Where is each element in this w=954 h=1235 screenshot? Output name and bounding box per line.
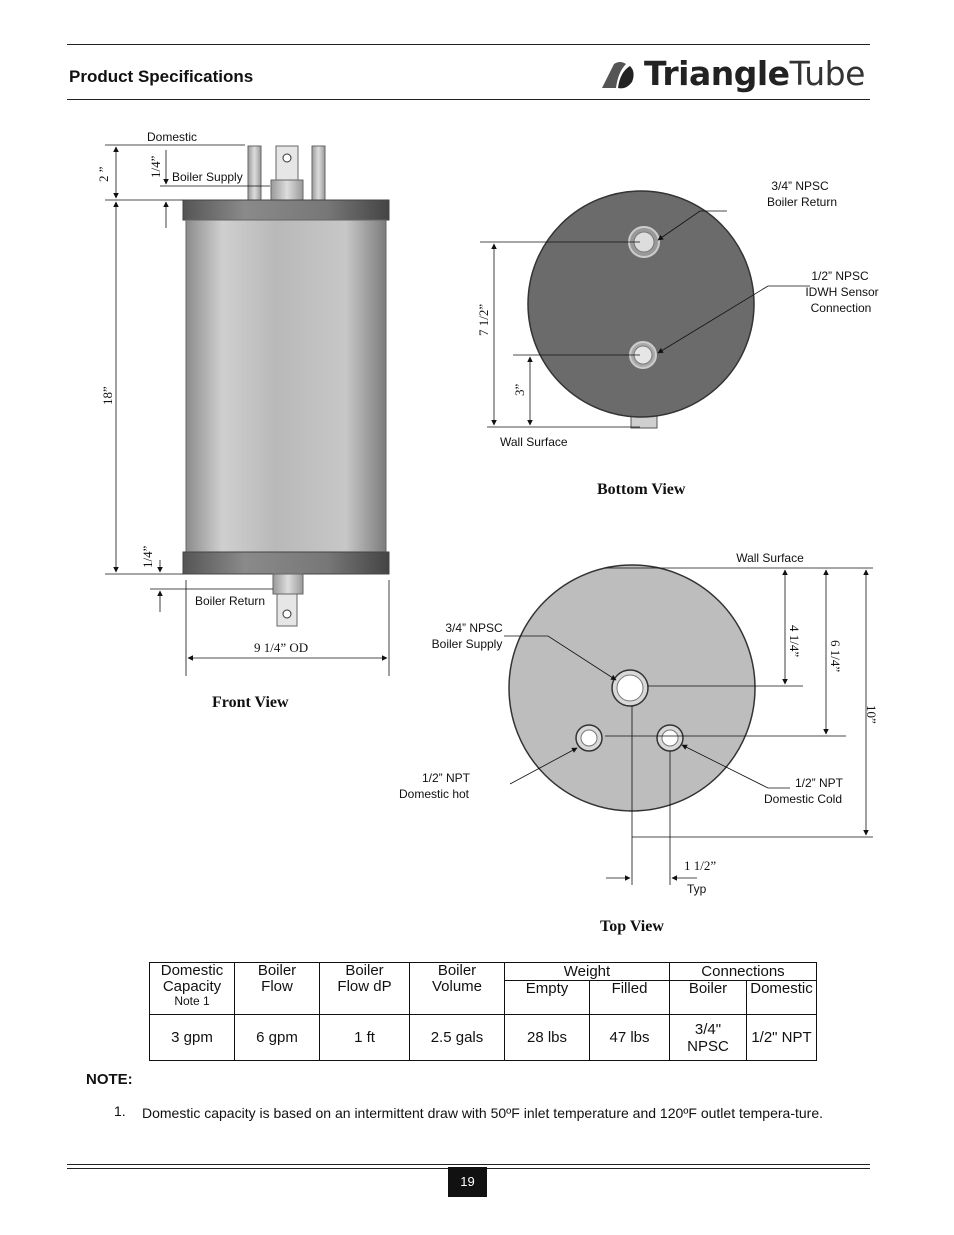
dim-height-18: 18”	[100, 386, 115, 405]
boiler-supply-bracket	[276, 146, 298, 180]
top-hot-label-1: 1/2” NPT	[421, 771, 471, 785]
top-cold-label-2: Domestic Cold	[763, 792, 843, 806]
cell-empty: 28 lbs	[505, 1015, 590, 1061]
front-view-title: Front View	[212, 694, 289, 711]
cell-flow: 6 gpm	[235, 1015, 320, 1061]
dim-four-quarter: 4 1/4”	[787, 625, 802, 658]
bottom-return-label-2: Boiler Return	[766, 195, 838, 209]
dim-seven-half: 7 1/2”	[476, 303, 491, 336]
boiler-return-pipe	[273, 574, 303, 594]
notes-label: NOTE:	[86, 1071, 133, 1088]
top-view-title: Top View	[600, 918, 664, 935]
th-boiler-volume: Boiler Volume	[410, 963, 505, 1015]
th-boiler: Boiler	[670, 981, 747, 1015]
footer-rule-1	[67, 1164, 870, 1165]
top-wall-surface-label: Wall Surface	[736, 551, 804, 565]
front-domestic-label: Domestic	[147, 130, 198, 144]
th-connections: Connections	[670, 963, 817, 981]
tank-bottom-band	[183, 552, 389, 574]
dim-ten: 10”	[864, 705, 879, 724]
top-cold-label-1: 1/2” NPT	[794, 776, 844, 790]
dim-bottom-quarter: 1/4”	[140, 545, 155, 568]
th-boiler-flow-dp: Boiler Flow dP	[320, 963, 410, 1015]
cell-boiler-conn: 3/4" NPSC	[670, 1015, 747, 1061]
th-boiler-flow: Boiler Flow	[235, 963, 320, 1015]
dim-od: 9 1/4” OD	[254, 640, 309, 655]
note-text: Domestic capacity is based on an intermittent draw with 50ºF inlet temperature and 120ºF outlet tempera-ture.	[142, 1105, 824, 1121]
bottom-sensor-label-1: 1/2” NPSC	[811, 269, 869, 283]
top-hot-label-2: Domestic hot	[398, 787, 470, 801]
logo-brand-light: Tube	[789, 54, 865, 93]
top-view	[399, 551, 879, 935]
bottom-return-label-1: 3/4” NPSC	[771, 179, 829, 193]
tank-top-band	[183, 200, 389, 220]
spec-table	[149, 962, 817, 1061]
th-empty: Empty	[505, 981, 590, 1015]
cell-capacity: 3 gpm	[150, 1015, 235, 1061]
dim-top-quarter: 1/4”	[148, 155, 163, 178]
cell-flow-dp: 1 ft	[320, 1015, 410, 1061]
cell-domestic-conn: 1/2" NPT	[747, 1015, 817, 1061]
th-domestic: Domestic	[747, 981, 817, 1015]
table-row	[150, 1015, 817, 1061]
dim-one-half: 1 1/2”	[684, 858, 717, 873]
bottom-view-title: Bottom View	[597, 481, 686, 498]
page-number: 19	[448, 1167, 487, 1197]
domestic-pipe-left	[248, 146, 261, 200]
bottom-sensor-label-2: IDWH Sensor	[805, 285, 879, 299]
domestic-pipe-right	[312, 146, 325, 200]
top-supply-label-2: Boiler Supply	[431, 637, 503, 651]
logo-brand-bold: Triangle	[644, 54, 790, 93]
cell-filled: 47 lbs	[590, 1015, 670, 1061]
top-supply-label-1: 3/4” NPSC	[445, 621, 503, 635]
bottom-view-disc	[528, 191, 754, 417]
section-title: Product Specifications	[69, 67, 254, 86]
note-number: 1.	[114, 1103, 126, 1119]
bottom-sensor-label-3: Connection	[810, 301, 872, 315]
dim-three: 3”	[512, 383, 527, 396]
bottom-wall-surface-label: Wall Surface	[500, 435, 568, 449]
front-view	[96, 130, 389, 711]
top-typ-label: Typ	[687, 882, 707, 896]
dim-six-quarter: 6 1/4”	[828, 640, 843, 673]
bottom-view	[476, 179, 879, 498]
tank-body	[186, 220, 386, 552]
th-domestic-capacity: Domestic Capacity Note 1	[150, 963, 235, 1015]
front-boiler-supply-label: Boiler Supply	[172, 170, 243, 184]
boiler-supply-pipe	[271, 180, 303, 200]
th-weight: Weight	[505, 963, 670, 981]
th-filled: Filled	[590, 981, 670, 1015]
note-ref: Note 1	[174, 994, 210, 1008]
cell-volume: 2.5 gals	[410, 1015, 505, 1061]
front-boiler-return-label: Boiler Return	[195, 594, 266, 608]
dim-top-2: 2 ”	[96, 166, 111, 182]
